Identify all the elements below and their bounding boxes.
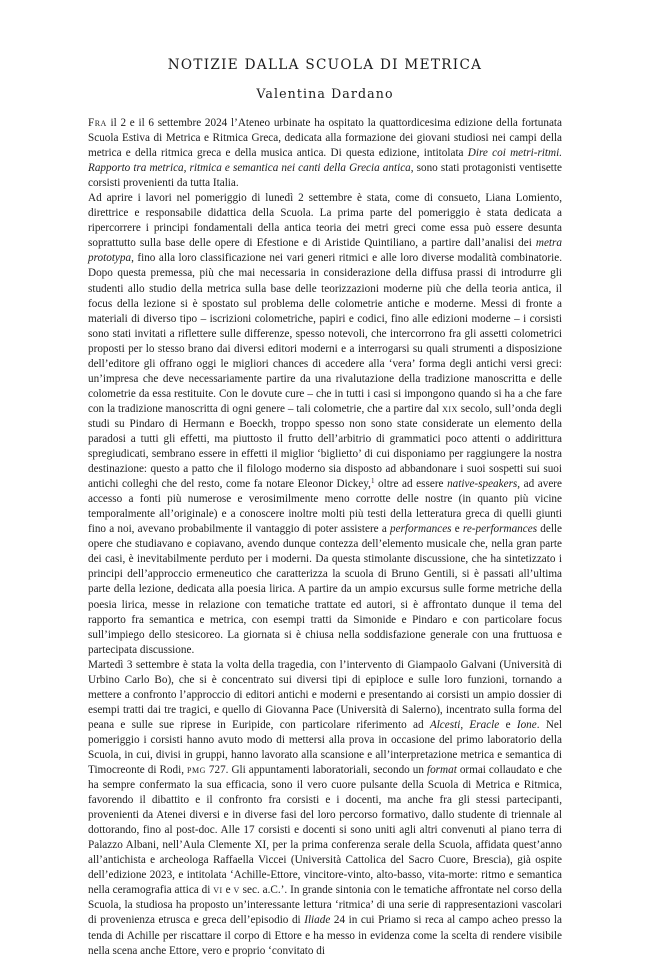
text-run: sec. a.C.’. In grande sintonia con le tematiche affrontate nel corso della Scuola, la studiosa ha proposto un’interessante lettura ‘ritmica’ di una serie di rappresentazioni vascolari di provenienza etrusca e greca dell’episodio di [88,884,562,927]
text-run: e [222,884,234,897]
text-run: ormai collaudato e che ha sempre confermato la sua efficacia, sono il vero cuore pulsante della Scuola di Metrica e Ritmica, favorendo il dibattito e il confronto fra corsisti e i docenti, ma anche fra gli stessi partecipanti, provenienti da Atenei diversi e in diverse fasi del loro percorso formativo, dallo studente di triennale al dottorando, fino al post-doc. Alle 17 corsisti e docenti si sono uniti agli altri convenuti al piano terra di Palazzo Albani, nell’Aula Clemente XI, per la prima conferenza serale della Scuola, affidata quest’anno all’antichista e archeologa Raffaella Viccei (Università Cattolica del Sacro Cuore, Brescia), già ospite dell’edizione 2023, e intitolata ‘Achille-Ettore, vincitore-vinto, alto-basso, vita-morte: ritmo e semantica nella ceramografia attica di [88,764,562,897]
small-caps-text: pmg [187,764,206,777]
text-run: secolo, sull’onda degli studi su Pindaro di Hermann e Boeckh, troppo spesso non sono state considerate un elemento della paradosi a tutti gli effetti, ma piuttosto il frutto dell’arbitrio di grammatici poco attenti o addirittura spregiudicati, sembrano essere in effetti il miglior ‘biglietto’ di cui disponiamo per raggiungere la nostra destinazione: questo a patto che il filologo moderno sia disposto ad abbandonare i suoi sospetti sui suoi antichi colleghi che del resto, come fa notare Eleonor Dickey, [88,402,562,491]
italic-text: Eracle [469,718,500,731]
text-run: il 2 e il 6 settembre 2024 l’Ateneo urbinate ha ospitato la quattordicesima edizione della fortunata Scuola Estiva di Metrica e Ritmica Greca, dedicata alla formazione dei giovani studiosi nei campi della metrica e della ritmica greca e della musica antica. Di questa edizione, intitolata [88,117,562,160]
text-run: e [451,523,463,536]
text-run: . Nel pomeriggio i corsisti hanno avuto modo di mettersi alla prova in occasione del primo laboratorio della Scuola, in cui, divisi in gruppi, hanno lavorato alla scansione e all’interpretazione metrica e semantica di Timocreonte di Rodi, [88,718,562,777]
small-caps-text: Fra [88,117,107,129]
small-caps-text: xix [442,402,458,415]
italic-text: Iliade [304,914,331,927]
text-run: Martedì 3 settembre è stata la volta della tragedia, con l’intervento di Giampaolo Galvani (Università di Urbino Carlo Bo), che si è concentrato sui diversi tipi di epiploce e sulle loro funzioni, tornando a mettere a confronto l’approccio di editori antichi e moderni e presentando ai corsisti un ampio dossier di esempi tratti dai tre tragici, e quello di Giovanna Pace (Università di Salerno), incentrato sulla forma del peana e sulle sue riprese in Euripide, con particolare riferimento ad [88,658,562,731]
italic-text: Ione [516,718,537,731]
italic-text: Alcesti [429,718,461,731]
text-run: , ad avere accesso a fonti più numerose e verosimilmente meno corrotte delle nostre (in quanto più vicine temporalmente all’originale) e a conoscere inoltre molti più testi della letteratura greca di quelli giunti fino a noi, avevano probabilmente il vantaggio di poter assistere a [88,478,562,536]
body-paragraph [88,191,562,657]
article-body [88,116,562,959]
text-run: delle opere che studiavano e copiavano, avendo dunque contezza dell’elemento musicale che, nella gran parte dei casi, è inevitabilmente perduto per i moderni. Da questa stimolante discussione, che ha sintetizzato i principi dell’approccio ermeneutico che caratterizza la scuola di Bruno Gentili, si è passati all’ultima parte della lezione, dedicata alla poesia lirica. A partire da un ampio excursus sulle forme metriche della poesia lirica, messe in relazione con tematiche trattate ed autori, si è affrontato dunque il tema del rapporto fra semantica e metrica, con esempi tratti da Simonide e Pindaro e con particolare focus sull’impiego dello stesicoreo. La giornata si è chiusa nella soddisfazione generale con una fruttuosa e partecipata discussione. [88,523,562,656]
page-title: NOTIZIE DALLA SCUOLA DI METRICA [167,57,483,73]
text-run: 727. Gli appuntamenti laboratoriali, secondo un [205,764,427,777]
author-name: Valentina Dardano [256,86,394,101]
italic-text: metra prototypa [88,237,562,265]
italic-text: Dire coi metri-ritmi. Rapporto tra metrica, ritmica e semantica nei canti della Grecia antica [88,147,562,175]
text-run: , sono stati protagonisti ventisette corsisti provenienti da tutta Italia. [88,162,562,190]
text-run: 24 in cui Priamo si reca al campo acheo presso la tenda di Achille per riscattare il corpo di Ettore e ha messo in evidenza come la scelta di rendere visibile nella scena anche Ettore, vero e proprio ‘convitato di [88,914,562,957]
text-run: e [499,718,517,731]
text-run: oltre ad essere [374,478,448,491]
text-run: , [460,718,470,731]
body-paragraph [88,658,562,959]
text-run: Ad aprire i lavori nel pomeriggio di lunedì 2 settembre è stata, come di consueto, Liana Lomiento, direttrice e responsabile didattica della Scuola. La prima parte del pomeriggio è stata dedicata a ripercorrere i principi fondamentali della antica teoria dei metri greci come essa può essere desunta soprattutto sulla base delle opere di Efestione e di Aristide Quintiliano, a partire dall’analisi dei [88,192,562,250]
italic-text: format [426,764,457,777]
small-caps-text: vi [213,884,223,897]
italic-text: re-performances [462,523,538,536]
body-paragraph [88,116,562,191]
text-run: , fino alla loro classificazione nei vari generi ritmici e alle loro diverse modalità combinatorie. Dopo questa premessa, più che mai necessaria in considerazione della diffusa prassi di introdurre gli studenti allo studio della metrica sulla base delle teorizzazioni moderne più che della teoria antica, il focus della lezione si è spostato sul problema delle colometrie antiche e moderne. Messi di fronte a materiali di diverso tipo – iscrizioni colometriche, papiri e codici, fino alle edizioni moderne – i corsisti sono stati invitati a riflettere sulle differenze, spesso notevoli, che intercorrono fra gli assetti colometrici proposti per lo stesso brano dai diversi editori moderni e a interrogarsi su quali strumenti a disposizione dell’editore gli offrano oggi le migliori chances di accedere alla ‘vera’ forma degli antichi versi greci: un’impresa che deve necessariamente partire da una rivalutazione della tradizione manoscritta e delle colometrie da essa restituite. Con le dovute cure – che in tutti i casi si impongono quando si ha a che fare con la tradizione manoscritta di ogni genere – tali colometrie, che a partire dal [88,252,562,415]
italic-text: native-speakers [447,478,518,491]
small-caps-text: v [233,884,240,897]
footnote-marker: 1 [370,477,375,486]
italic-text: performances [390,523,452,536]
